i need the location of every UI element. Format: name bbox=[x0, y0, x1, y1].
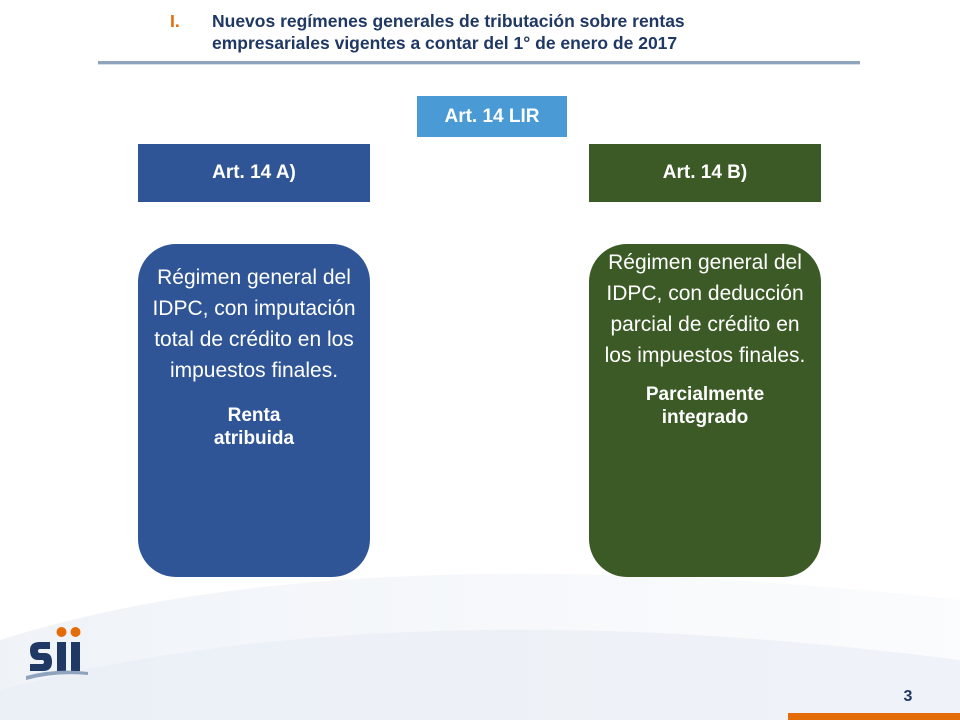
branch-a-header bbox=[138, 144, 370, 202]
page-number: 3 bbox=[903, 688, 913, 705]
title-line-2: empresariales vigentes a contar del 1° de enero de 2017 bbox=[212, 33, 678, 53]
branch-a-tag-line-2: atribuida bbox=[213, 428, 295, 449]
branch-b-label: Art. 14 B) bbox=[662, 162, 748, 183]
branch-b-card bbox=[589, 244, 821, 577]
branch-a-label: Art. 14 A) bbox=[212, 162, 296, 183]
branch-b-description: Régimen general del IDPC, con deducción parcial de crédito en los impuestos finales. bbox=[604, 251, 806, 367]
slide-title bbox=[170, 10, 860, 54]
branch-a-tag-line-1: Renta bbox=[227, 405, 281, 426]
section-number: I. bbox=[170, 11, 180, 31]
branch-a-card bbox=[138, 244, 370, 577]
sii-logo-icon bbox=[26, 622, 96, 684]
title-divider bbox=[98, 61, 860, 65]
title-line-1: Nuevos regímenes generales de tributación sobre rentas bbox=[212, 11, 685, 31]
branch-b-tag-line-1: Parcialmente bbox=[645, 384, 765, 405]
branch-a-description: Régimen general del IDPC, con imputación total de crédito en los impuestos finales. bbox=[152, 266, 356, 382]
footer-accent-bar bbox=[788, 713, 960, 720]
branch-b-tag-line-2: integrado bbox=[661, 407, 749, 428]
root-node bbox=[417, 96, 567, 137]
root-node-label: Art. 14 LIR bbox=[444, 105, 540, 127]
branch-b-header bbox=[589, 144, 821, 202]
